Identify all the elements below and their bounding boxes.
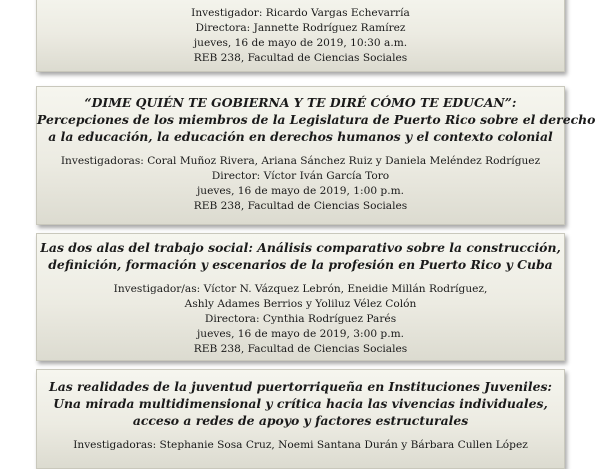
researchers-line: Investigador/as: Víctor N. Vázquez Lebrón, Eneidie Millán Rodríguez, (113, 283, 488, 295)
location-line: REB 238, Facultad de Ciencias Sociales (193, 52, 408, 64)
date-line: jueves, 16 de mayo de 2019, 3:00 p.m. (197, 328, 404, 340)
director-line: Directora: Jannette Rodríguez Ramírez (195, 22, 406, 34)
location-line: REB 238, Facultad de Ciencias Sociales (193, 343, 408, 355)
researchers-line: Investigadoras: Stephanie Sosa Cruz, Noemi Santana Durán y Bárbara Cullen López (73, 439, 528, 451)
title-line: Una mirada multidimensional y crítica hacia las vivencias individuales, (53, 396, 548, 411)
location-line: REB 238, Facultad de Ciencias Sociales (193, 200, 408, 212)
researcher-line: Investigador: Ricardo Vargas Echevarría (191, 7, 410, 19)
presentation-card-1 (36, 0, 565, 72)
title-line: “DIME QUIÉN TE GOBIERNA Y TE DIRÉ CÓMO TE EDUCAN”: (84, 95, 517, 110)
date-line: jueves, 16 de mayo de 2019, 10:30 a.m. (193, 37, 408, 49)
researchers-line: Investigadoras: Coral Muñoz Rivera, Ariana Sánchez Ruiz y Daniela Meléndez Rodríguez (60, 155, 541, 167)
title-line: a la educación, la educación en derechos humanos y el contexto colonial (48, 129, 553, 144)
title-line: Percepciones de los miembros de la Legislatura de Puerto Rico sobre el derecho (37, 112, 596, 127)
title-line: Las dos alas del trabajo social: Análisis comparativo sobre la construcción, (40, 240, 561, 255)
title-line: definición, formación y escenarios de la profesión en Puerto Rico y Cuba (48, 257, 553, 272)
title-line: acceso a redes de apoyo y factores estructurales (132, 413, 469, 428)
director-line: Directora: Cynthia Rodríguez Parés (204, 313, 397, 325)
director-line: Director: Víctor Iván García Toro (211, 170, 390, 182)
researchers-line: Ashly Adames Berrios y Yoliluz Vélez Colón (184, 298, 417, 310)
presentation-card-4 (36, 369, 565, 469)
title-line: Las realidades de la juventud puertorriqueña en Instituciones Juveniles: (48, 379, 552, 394)
presentation-card-2 (36, 86, 596, 225)
presentation-card-3 (36, 233, 565, 361)
date-line: jueves, 16 de mayo de 2019, 1:00 p.m. (197, 185, 404, 197)
